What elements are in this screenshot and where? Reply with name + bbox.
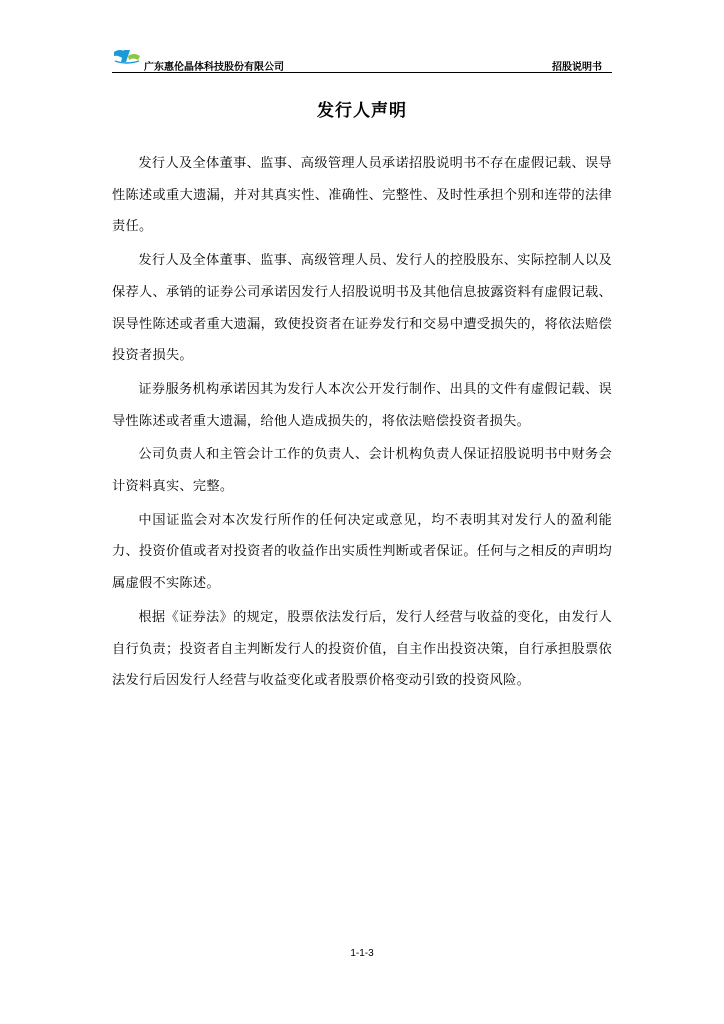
document-type: 招股说明书 bbox=[552, 62, 602, 73]
paragraph: 发行人及全体董事、监事、高级管理人员、发行人的控股股东、实际控制人以及保荐人、承销的证券公司承诺因发行人招股说明书及其他信息披露资料有虚假记载、误导性陈述或者重大遗漏，致使投资者在证券发行和交易中遭受损失的，将依法赔偿投资者损失。 bbox=[112, 253, 612, 364]
paragraph: 中国证监会对本次发行所作的任何决定或意见，均不表明其对发行人的盈利能力、投资价值或者对投资者的收益作出实质性判断或者保证。任何与之相反的声明均属虚假不实陈述。 bbox=[112, 512, 612, 592]
page-number: 1-1-3 bbox=[350, 948, 374, 959]
paragraph: 发行人及全体董事、监事、高级管理人员承诺招股说明书不存在虚假记载、误导性陈述或重大遗漏，并对其真实性、准确性、完整性、及时性承担个别和连带的法律责任。 bbox=[112, 156, 612, 235]
document-body bbox=[112, 148, 612, 699]
paragraph: 公司负责人和主管会计工作的负责人、会计机构负责人保证招股说明书中财务会计资料真实、完整。 bbox=[112, 447, 612, 495]
company-logo-icon bbox=[112, 46, 142, 68]
paragraph: 根据《证券法》的规定，股票依法发行后，发行人经营与收益的变化，由发行人自行负责；投资者自主判断发行人的投资价值，自主作出投资决策，自行承担股票依法发行后因发行人经营与收益变化或者股票价格变动引致的投资风险。 bbox=[112, 609, 612, 689]
paragraph: 证券服务机构承诺因其为发行人本次公开发行制作、出具的文件有虚假记载、误导性陈述或者重大遗漏，给他人造成损失的，将依法赔偿投资者损失。 bbox=[112, 381, 612, 429]
company-name: 广东惠伦晶体科技股份有限公司 bbox=[144, 62, 284, 73]
page-title: 发行人声明 bbox=[317, 101, 407, 121]
page-header bbox=[112, 46, 612, 73]
